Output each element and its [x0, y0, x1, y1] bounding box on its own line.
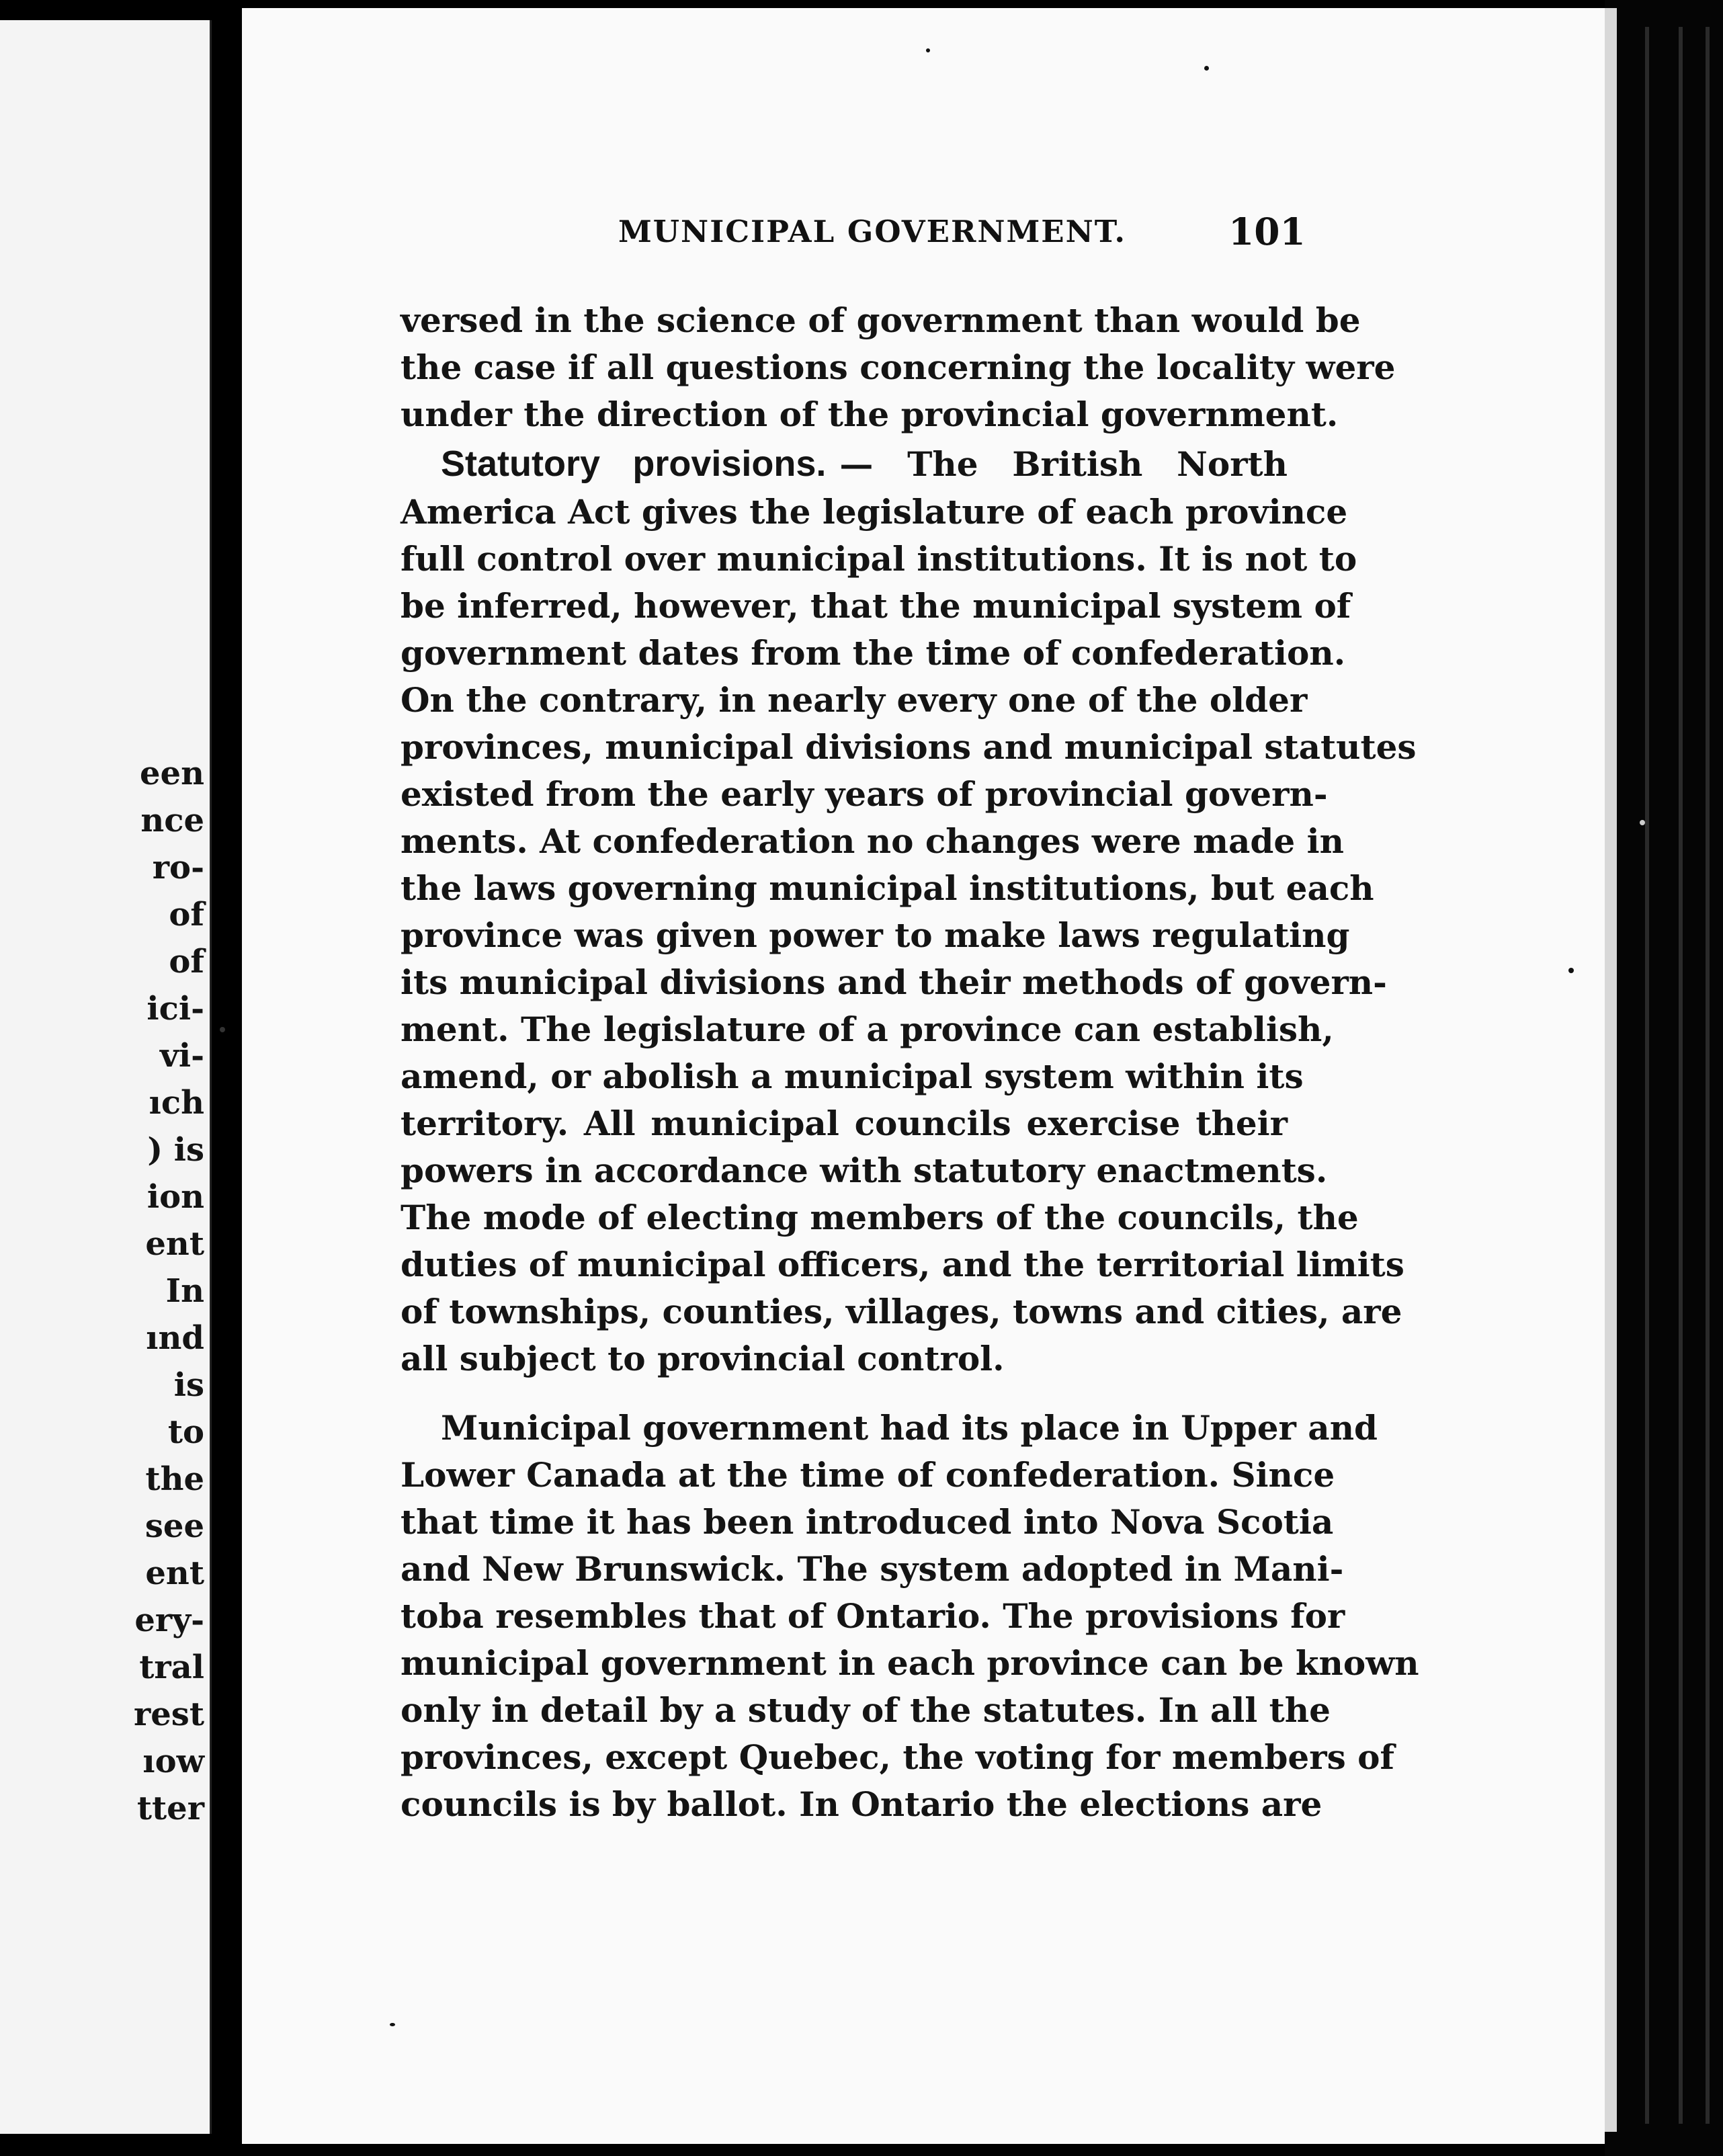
left-fragment: of: [169, 896, 204, 934]
page-number: 101: [1228, 210, 1306, 253]
left-fragment: In: [165, 1272, 204, 1310]
left-fragment: of: [169, 943, 204, 981]
text-line: only in detail by a study of the statutes. In all the: [401, 1690, 1331, 1730]
right-binding-edge: [1605, 0, 1723, 2156]
text-line: municipal government in each province can be known: [401, 1643, 1419, 1683]
text-line: provinces, except Quebec, the voting for members of: [401, 1737, 1395, 1777]
left-fragment: ıch: [149, 1084, 204, 1122]
text-line: Municipal government had its place in Upper and: [441, 1408, 1378, 1448]
text-line: powers in accordance with statutory enactments.: [401, 1151, 1328, 1190]
scan-speck: [1204, 66, 1209, 71]
left-fragment: tral: [139, 1649, 204, 1686]
running-head: MUNICIPAL GOVERNMENT.: [618, 214, 1127, 249]
left-fragment: ) is: [147, 1131, 204, 1169]
left-fragment: ıow: [142, 1743, 204, 1780]
left-fragment: the: [145, 1460, 204, 1498]
text-line: provinces, municipal divisions and municipal statutes: [401, 727, 1417, 767]
text-line: versed in the science of government than would be: [401, 300, 1361, 340]
scan-speck: [926, 48, 930, 52]
left-fragment: ent: [145, 1225, 204, 1263]
left-fragment: tter: [136, 1790, 204, 1827]
binding-stripe: [1645, 27, 1649, 2124]
text-line: toba resembles that of Ontario. The provisions for: [401, 1596, 1345, 1636]
text-line: Lower Canada at the time of confederation. Since: [401, 1455, 1335, 1495]
section-heading-rest: — The British North: [839, 444, 1288, 484]
binding-stripe: [1679, 27, 1683, 2124]
left-fragment: ici-: [146, 990, 204, 1028]
left-fragment: ro-: [152, 849, 204, 886]
left-fragment: see: [144, 1507, 204, 1545]
text-line: be inferred, however, that the municipal system of: [401, 586, 1351, 626]
left-fragment: is: [173, 1366, 204, 1404]
section-heading: Statutory provisions.: [441, 444, 827, 484]
text-line: councils is by ballot. In Ontario the elections are: [401, 1784, 1322, 1824]
gutter: [212, 0, 242, 2156]
left-fragment: nce: [140, 802, 204, 839]
section-heading-line: [441, 440, 1288, 487]
text-line: ments. At confederation no changes were made in: [401, 821, 1344, 861]
text-line: amend, or abolish a municipal system within its: [401, 1056, 1304, 1096]
text-line: province was given power to make laws regulating: [401, 915, 1350, 955]
left-fragment: ion: [146, 1178, 204, 1216]
text-line: ment. The legislature of a province can establish,: [401, 1009, 1334, 1049]
text-line: duties of municipal officers, and the territorial limits: [401, 1245, 1404, 1284]
left-fragment: ery-: [134, 1602, 204, 1639]
scan-speck: [1568, 968, 1574, 973]
text-line: The mode of electing members of the councils, the: [401, 1198, 1359, 1237]
left-facing-page: [0, 20, 212, 2134]
scan-speck: [220, 1027, 225, 1032]
text-line: government dates from the time of confederation.: [401, 633, 1346, 673]
binding-stripe: [1706, 27, 1710, 2124]
text-line: under the direction of the provincial government.: [401, 395, 1339, 434]
left-fragment: rest: [133, 1696, 204, 1733]
text-line: full control over municipal institutions. It is not to: [401, 539, 1357, 579]
text-line: that time it has been introduced into Nova Scotia: [401, 1502, 1334, 1542]
text-line: its municipal divisions and their methods of govern-: [401, 962, 1387, 1002]
text-line: the case if all questions concerning the locality were: [401, 347, 1396, 387]
page-edge-strip: [1605, 8, 1617, 2132]
text-line: America Act gives the legislature of each province: [401, 492, 1348, 532]
left-fragment: ent: [145, 1554, 204, 1592]
text-line: all subject to provincial control.: [401, 1339, 1005, 1378]
text-line: the laws governing municipal institutions, but each: [401, 868, 1374, 908]
left-fragment: een: [140, 755, 204, 792]
scan-speck: [1640, 820, 1645, 825]
scan-speck: [390, 2023, 395, 2026]
text-line: territory. All municipal councils exercise their: [401, 1104, 1288, 1143]
text-line: of townships, counties, villages, towns and cities, are: [401, 1292, 1402, 1331]
text-line: On the contrary, in nearly every one of the older: [401, 680, 1308, 720]
text-line: and New Brunswick. The system adopted in Mani-: [401, 1549, 1344, 1589]
left-fragment: vi-: [159, 1037, 204, 1075]
text-line: existed from the early years of provincial govern-: [401, 774, 1328, 814]
left-fragment: to: [167, 1413, 204, 1451]
left-fragment: ınd: [146, 1319, 204, 1357]
